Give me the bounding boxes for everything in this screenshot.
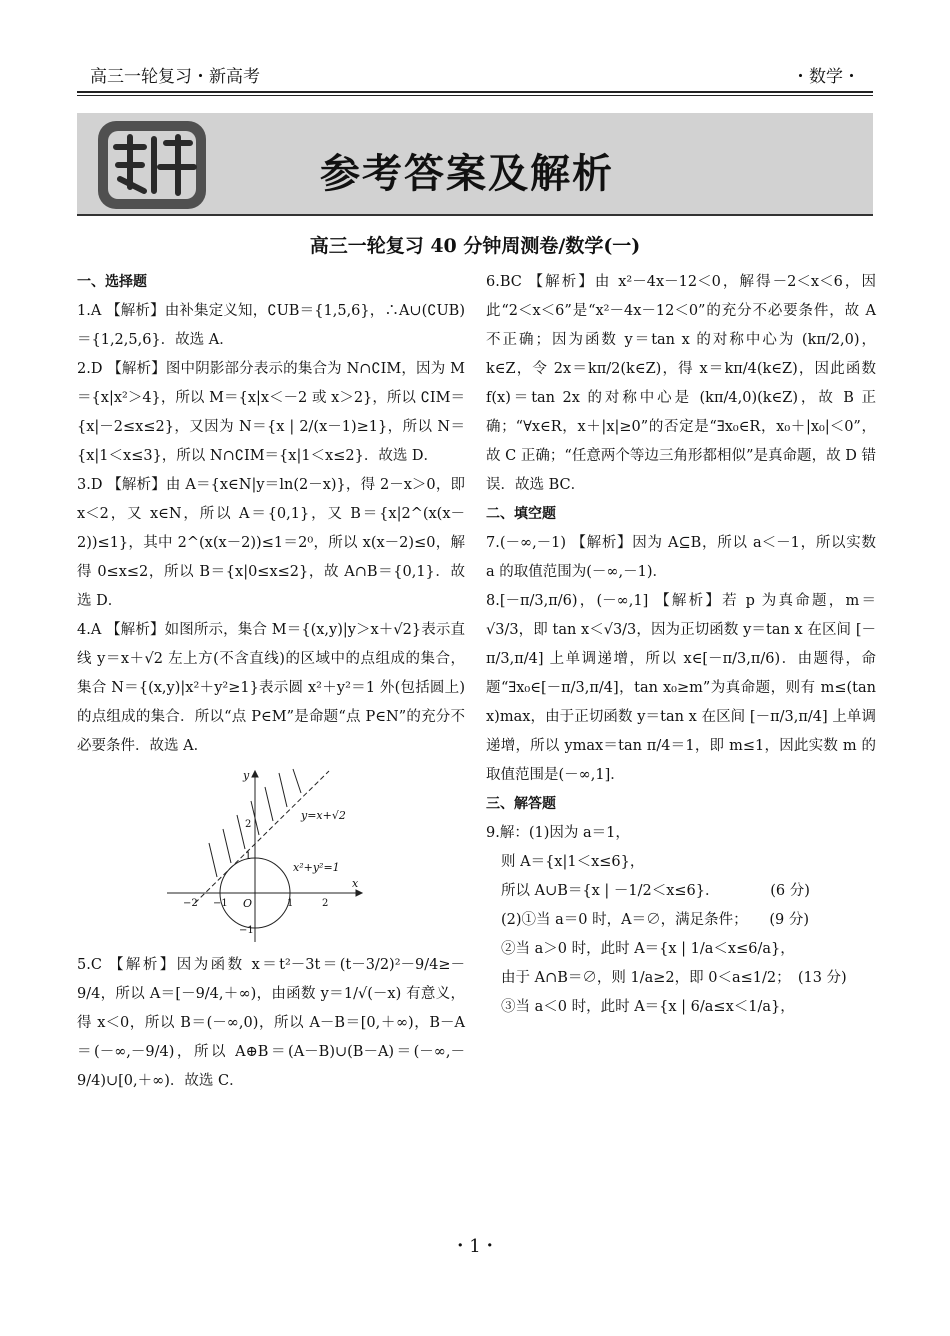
banner-title: 参考答案及解析 (320, 151, 614, 197)
line-label: y=x+√2 (301, 809, 346, 822)
answer-q2: 2.D 【解析】图中阴影部分表示的集合为 N∩∁IM，因为 M＝{x|x²＞4}，所以 M＝{x|x＜－2 或 x＞2}，所以 ∁IM＝{x|－2≤x≤2}，又因为 N＝{x | 2/(x－1)≥1}，所以 N＝{x|1＜x≤3}，所以 N∩∁IM＝{x|1＜x≤2}．故选 D． (77, 361, 465, 464)
answer-q6: 6.BC 【解析】由 x²－4x－12＜0，解得－2＜x＜6，因此“2＜x＜6”是“x²－4x－12＜0”的充分不必要条件，故 A 不正确；因为函数 y＝tan x 的对称中心为 (kπ/2,0)，k∈Z，令 2x＝kπ/2(k∈Z)，得 x＝kπ/4(k∈Z)，因此函数 f(x)＝tan 2x 的对称中心是 (kπ/4,0)(k∈Z)，故 B 正确；“∀x∈R，x＋|x|≥0”的否定是“∃x₀∈R，x₀＋|x₀|＜0”，故 C 正确；“任意两个等边三角形都相似”是真命题，故 D 错误．故选 BC． (486, 274, 876, 493)
boundary-line (195, 771, 329, 903)
region-graph (157, 767, 367, 947)
tick-x-neg2: −2 (183, 898, 198, 909)
tick-y-neg1: −1 (239, 925, 254, 936)
circle-label: x²+y²=1 (293, 861, 340, 874)
answer-q9-line7: ③当 a＜0 时，此时 A＝{x | 6/a≤x＜1/a}， (501, 999, 795, 1015)
left-column (77, 268, 465, 1096)
answer-q9-line6: 由于 A∩B＝∅，则 1/a≥2，即 0＜a≤1/2； (13 分) (501, 970, 847, 986)
tick-x-neg1: −1 (213, 898, 228, 909)
page-subtitle: 高三一轮复习 40 分钟周测卷/数学(一) (309, 235, 641, 257)
answer-q3: 3.D 【解析】由 A＝{x∈N|y＝ln(2－x)}，得 2－x＞0，即 x＜2，又 x∈N，所以 A＝{0,1}，又 B＝{x|2^(x(x－2))≤1}，其中 2^(x(x－2))≤1＝2⁰，所以 x(x－2)≤0，解得 0≤x≤2，所以 B＝{x|0≤x≤2}，故 A∩B＝{0,1}．故选 D． (77, 477, 465, 609)
tick-x-1: 1 (287, 898, 294, 909)
answer-q4: 4.A 【解析】如图所示，集合 M＝{(x,y)|y＞x＋√2}表示直线 y＝x＋√2 左上方(不含直线)的区域中的点组成的集合，集合 N＝{(x,y)|x²＋y²≥1}表示圆 x²＋y²＝1 外(包括圆上)的点组成的集合．所以“点 P∈M”是命题“点 P∈N”的充分不必要条件．故选 A． (77, 622, 465, 754)
tick-x-2: 2 (322, 898, 329, 909)
seal-logo-icon (94, 117, 214, 213)
tick-y-1: 1 (245, 851, 252, 862)
answer-q9-line5: ②当 a＞0 时，此时 A＝{x | 1/a＜x≤6/a}， (501, 941, 795, 957)
graph-origin-label: O (243, 897, 253, 910)
section-solution-heading: 三、解答题 (486, 796, 556, 812)
answer-q9-line2: 则 A＝{x|1＜x≤6}， (501, 854, 645, 870)
answer-q5: 5.C 【解析】因为函数 x＝t²－3t＝(t－3/2)²－9/4≥－9/4，所以 A＝[－9/4,＋∞)，由函数 y＝1/√(－x) 有意义，得 x＜0，所以 B＝(－∞,0)，所以 A－B＝[0,＋∞)，B－A＝(－∞,－9/4)，所以 A⊕B＝(A－B)∪(B－A)＝(－∞,－9/4)∪[0,＋∞)．故选 C． (77, 957, 465, 1089)
right-column (486, 268, 876, 1022)
answer-q1: 1.A 【解析】由补集定义知，∁UB＝{1,5,6}，∴A∪(∁UB)＝{1,2,5,6}．故选 A． (77, 303, 465, 348)
graph-y-label: y (243, 769, 250, 782)
answer-q9-line1: 9.解：(1)因为 a＝1， (486, 825, 630, 841)
section-fill-heading: 二、填空题 (486, 506, 556, 522)
header-rule-thin (77, 95, 873, 96)
answer-q9-line3: 所以 A∪B＝{x | －1/2＜x≤6}． (6 分) (501, 883, 810, 899)
section-choice-heading: 一、选择题 (77, 274, 147, 290)
page-number: ・1・ (451, 1236, 499, 1257)
answer-q7: 7.(－∞,－1) 【解析】因为 A⊆B，所以 a＜－1，所以实数 a 的取值范围为(－∞,－1)． (486, 535, 876, 580)
answer-q8: 8.[－π/3,π/6)，(－∞,1] 【解析】若 p 为真命题，m＝√3/3，即 tan x＜√3/3，因为正切函数 y＝tan x 在区间 [－π/3,π/4] 上单调递增，所以 x∈[－π/3,π/6)．由题得，命题“∃x₀∈[－π/3,π/4]，tan x₀≥m”为真命题，则有 m≤(tan x)max，由于正切函数 y＝tan x 在区间 [－π/3,π/4] 上单调递增，所以 ymax＝tan π/4＝1，即 m≤1，因此实数 m 的取值范围是(－∞,1]． (486, 593, 876, 783)
header-right: ・数学・ (792, 67, 860, 87)
answer-q9-line4: (2)①当 a＝0 时，A＝∅，满足条件； (9 分) (501, 912, 809, 928)
header-rule (77, 91, 873, 93)
tick-y-2: 2 (245, 819, 252, 830)
graph-x-label: x (352, 877, 359, 890)
header-left: 高三一轮复习・新高考 (90, 67, 260, 87)
